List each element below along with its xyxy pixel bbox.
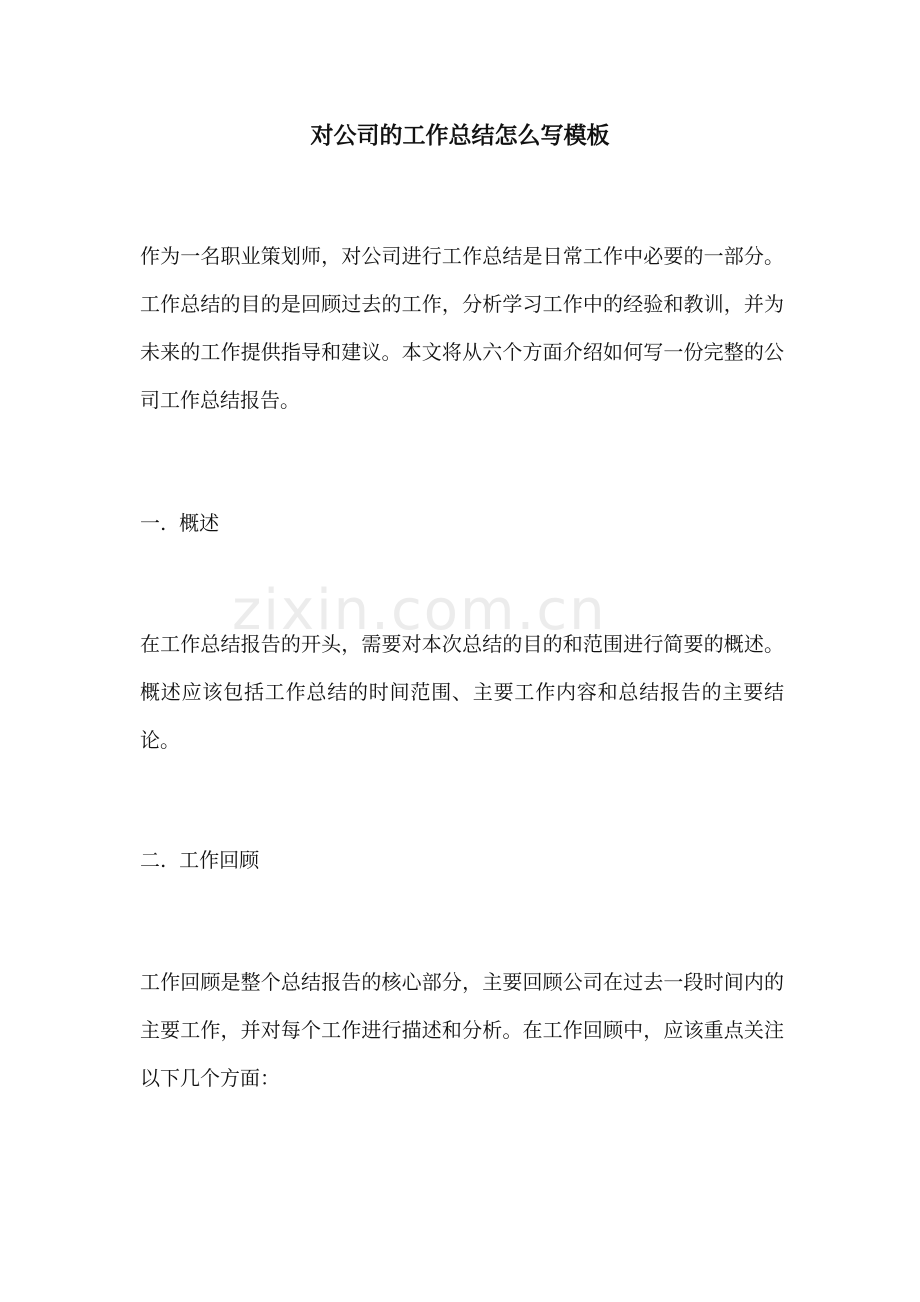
section-heading-work-review: 二. 工作回顾 <box>140 848 260 872</box>
document-title: 对公司的工作总结怎么写模板 <box>310 122 610 149</box>
watermark: zixin.com.cn <box>232 578 607 643</box>
section-heading-overview: 一. 概述 <box>140 511 220 535</box>
intro-paragraph: 作为一名职业策划师，对公司进行工作总结是日常工作中必要的一部分。工作总结的目的是回顾过去的工作，分析学习工作中的经验和教训，并为未来的工作提供指导和建议。本文将从六个方面介绍如何写一份完整的公司工作总结报告。 <box>140 244 784 412</box>
section-body-work-review: 工作回顾是整个总结报告的核心部分，主要回顾公司在过去一段时间内的主要工作，并对每个工作进行描述和分析。在工作回顾中，应该重点关注以下几个方面： <box>140 970 784 1090</box>
section-body-overview: 在工作总结报告的开头，需要对本次总结的目的和范围进行简要的概述。概述应该包括工作总结的时间范围、主要工作内容和总结报告的主要结论。 <box>140 632 784 752</box>
